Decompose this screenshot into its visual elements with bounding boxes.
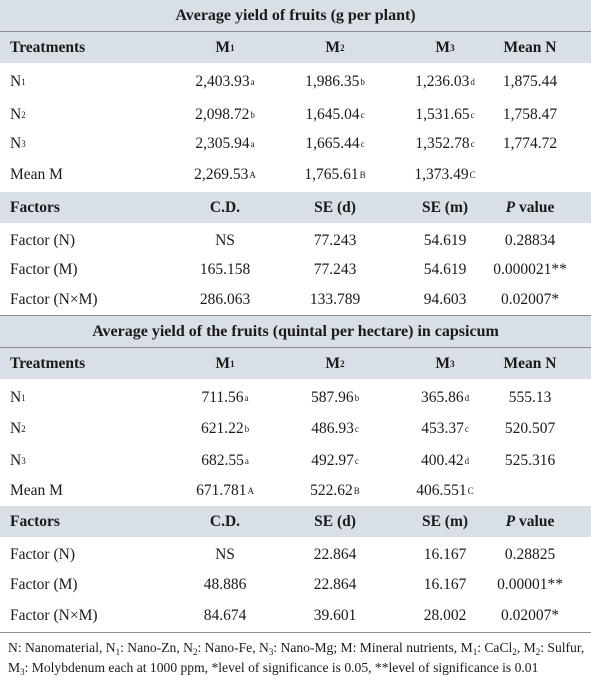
- factor-p: 0.02007*: [500, 606, 560, 624]
- cell-mean: 525.316: [504, 451, 556, 469]
- row-label: N 1: [10, 388, 26, 406]
- cell-m1: 711.56 a: [201, 388, 249, 406]
- factor-row: [0, 600, 591, 631]
- factor-label: Factor (M): [10, 575, 78, 593]
- cell-m2: 587.96 b: [310, 388, 360, 406]
- header-m1: M 1: [215, 38, 235, 56]
- cell-m3: 406.551 C: [416, 481, 474, 499]
- section1-title-row: [0, 0, 591, 31]
- factor-row: [0, 254, 591, 285]
- cell-m1: 2,305.94 a: [195, 134, 255, 152]
- header-treatments: Treatments: [10, 38, 86, 56]
- cell-m2: 1,665.44 c: [305, 134, 365, 152]
- factor-cd: 165.158: [199, 260, 251, 278]
- row-label: N 1: [10, 72, 26, 90]
- header-m1: M 1: [215, 354, 235, 372]
- factor-se-d: 22.864: [313, 545, 357, 563]
- factor-se-m: 16.167: [423, 575, 467, 593]
- cell-m1: 2,098.72 b: [195, 105, 255, 123]
- factor-p: 0.00001**: [497, 575, 563, 593]
- row-label: Mean M: [10, 481, 63, 499]
- header-mean-n: Mean N: [503, 38, 557, 56]
- header-treatments: Treatments: [10, 354, 86, 372]
- cell-m2: 1,986.35 b: [305, 72, 365, 90]
- cell-m2: 522.62 B: [310, 481, 360, 499]
- table-row: [0, 475, 591, 506]
- factor-row: [0, 284, 591, 315]
- factor-cd: 286.063: [199, 290, 251, 308]
- header-cd: C.D.: [209, 198, 241, 216]
- cell-m3: 453.37 c: [421, 419, 469, 437]
- factor-row: [0, 539, 591, 570]
- header-se-m: SE (m): [421, 512, 469, 530]
- factor-label: Factor (N×M): [10, 290, 98, 308]
- factor-se-m: 94.603: [423, 290, 467, 308]
- cell-m3: 365.86 d: [420, 388, 470, 406]
- factor-se-d: 39.601: [313, 606, 357, 624]
- factor-label: Factor (N×M): [10, 606, 98, 624]
- cell-m2: 1,645.04 c: [305, 105, 365, 123]
- factor-row: [0, 569, 591, 600]
- row-label: N 3: [10, 134, 26, 152]
- row-label: Mean M: [10, 165, 63, 183]
- row-label: N 2: [10, 105, 26, 123]
- section2-title-row: [0, 316, 591, 347]
- cell-mean: [455, 159, 591, 190]
- cell-m3: 400.42 d: [420, 451, 470, 469]
- factor-se-d: 77.243: [313, 260, 357, 278]
- factor-se-d: 22.864: [313, 575, 357, 593]
- header-cd: C.D.: [209, 512, 241, 530]
- table-row: [0, 99, 591, 130]
- header-se-d: SE (d): [314, 512, 356, 530]
- cell-mean: 1,774.72: [502, 134, 558, 152]
- header-mean-n: Mean N: [503, 354, 557, 372]
- cell-m2: 492.97 c: [311, 451, 359, 469]
- factor-p: 0.000021**: [493, 260, 567, 278]
- factor-cd: NS: [215, 231, 235, 249]
- section1-factors-header-row: [0, 192, 591, 223]
- header-p-value: P value: [505, 198, 555, 216]
- section2-header-row: [0, 348, 591, 379]
- factor-p: 0.02007*: [500, 290, 560, 308]
- header-m3: M 3: [435, 354, 455, 372]
- factor-p: 0.28834: [504, 231, 556, 249]
- factor-se-m: 54.619: [423, 231, 467, 249]
- header-factors: Factors: [10, 198, 60, 216]
- header-m3: M 3: [435, 38, 455, 56]
- cell-mean: [455, 475, 591, 506]
- factor-se-d: 133.789: [309, 290, 361, 308]
- factor-cd: NS: [215, 545, 235, 563]
- factor-label: Factor (N): [10, 545, 75, 563]
- header-se-m: SE (m): [421, 198, 469, 216]
- factor-se-m: 16.167: [423, 545, 467, 563]
- row-label: N 2: [10, 419, 26, 437]
- section2-title: Average yield of the fruits (quintal per hectare) in capsicum: [92, 322, 499, 340]
- table-row: [0, 445, 591, 476]
- table-row: [0, 128, 591, 159]
- header-m2: M 2: [325, 354, 345, 372]
- header-se-d: SE (d): [314, 198, 356, 216]
- section1-title: Average yield of fruits (g per plant): [175, 6, 416, 24]
- cell-m1: 671.781 A: [196, 481, 254, 499]
- cell-mean: 520.507: [504, 419, 556, 437]
- cell-m2: 1,765.61 B: [304, 165, 366, 183]
- header-p-value: P value: [505, 512, 555, 530]
- cell-m1: 2,269.53 A: [194, 165, 256, 183]
- factor-cd: 84.674: [203, 606, 247, 624]
- table-row: [0, 382, 591, 413]
- cell-m3: 1,373.49 C: [414, 165, 476, 183]
- row-label: N 3: [10, 451, 26, 469]
- factor-row: [0, 225, 591, 256]
- table-row: [0, 159, 591, 190]
- cell-mean: 1,875.44: [502, 72, 558, 90]
- cell-m2: 486.93 c: [311, 419, 359, 437]
- cell-m1: 682.55 a: [201, 451, 249, 469]
- table-row: [0, 413, 591, 444]
- cell-mean: 1,758.47: [502, 105, 558, 123]
- header-m2: M 2: [325, 38, 345, 56]
- cell-m1: 621.22 b: [200, 419, 250, 437]
- cell-m3: 1,352.78 c: [415, 134, 475, 152]
- table-row: [0, 66, 591, 97]
- cell-m1: 2,403.93 a: [195, 72, 255, 90]
- cell-m3: 1,236.03 d: [415, 72, 475, 90]
- section1-header-row: [0, 32, 591, 63]
- factor-cd: 48.886: [203, 575, 247, 593]
- section2-factors-header-row: [0, 506, 591, 537]
- factor-se-d: 77.243: [313, 231, 357, 249]
- factor-se-m: 54.619: [423, 260, 467, 278]
- factor-label: Factor (M): [10, 260, 78, 278]
- factor-se-m: 28.002: [423, 606, 467, 624]
- header-factors: Factors: [10, 512, 60, 530]
- factor-label: Factor (N): [10, 231, 75, 249]
- cell-m3: 1,531.65 c: [415, 105, 475, 123]
- factor-p: 0.28825: [504, 545, 556, 563]
- table-footnote: N: Nanomaterial, $N_1$: Nano-Zn, $N_2$: Nano-Fe, $N_3$: Nano-Mg; M: Mineral nutrients, $M_1$: CaCl$_2$, $M_2$: Sulfur, $M_3$: Molybdenum each at 1000 ppm, *level of significance is 0.05, **level of significance is 0.01: [8, 640, 585, 677]
- cell-mean: 555.13: [508, 388, 552, 406]
